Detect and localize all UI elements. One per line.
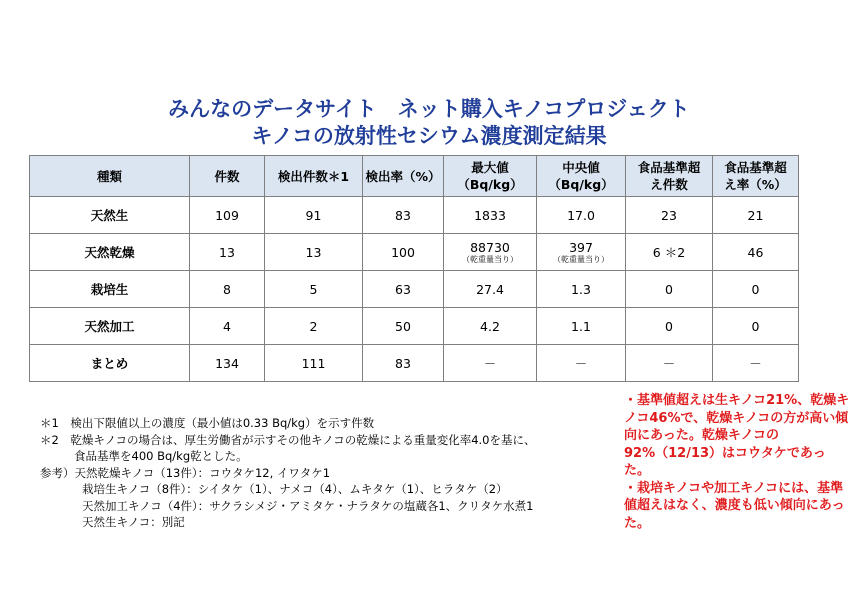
- header-over-rate: 食品基準超 え率（%）: [713, 156, 799, 197]
- reference-2: 栽培生キノコ（8件）：シイタケ（1）、ナメコ（4）、ムキタケ（1）、ヒラタケ（2）: [82, 482, 508, 496]
- reference-3: 天然加工キノコ（4件）：サクラシメジ・アミタケ・ナラタケの塩蔵各1、クリタケ水煮1: [82, 498, 534, 513]
- cell-max: 1833: [444, 197, 537, 234]
- header-count: 件数: [190, 156, 265, 197]
- reference-1: 参考）天然乾燥キノコ（13件）：コウタケ12, イワタケ1: [40, 465, 331, 480]
- cell-over-count: －: [626, 345, 713, 382]
- header-rate: 検出率（%）: [363, 156, 444, 197]
- cell-detected: 13: [265, 234, 363, 271]
- footnote-2: ＊2 乾燥キノコの場合は、厚生労働省が示すその他キノコの乾燥による重量変化率4.0を基に、: [40, 432, 536, 447]
- table-row: [30, 308, 799, 345]
- cell-over-rate: 0: [713, 308, 799, 345]
- cell-type: 栽培生: [30, 271, 190, 308]
- cell-detected: 91: [265, 197, 363, 234]
- cell-rate: 63: [363, 271, 444, 308]
- cell-type: 天然生: [30, 197, 190, 234]
- red-comments: [624, 392, 850, 532]
- median-note: （乾重量当り）: [553, 254, 609, 264]
- cell-count: 8: [190, 271, 265, 308]
- cell-median: 1.1: [537, 308, 626, 345]
- header-type: 種類: [30, 156, 190, 197]
- cell-over-rate: 0: [713, 271, 799, 308]
- footnotes: [40, 415, 536, 531]
- cell-median: 397 （乾重量当り）: [537, 234, 626, 271]
- cell-rate: 50: [363, 308, 444, 345]
- cell-median: 1.3: [537, 271, 626, 308]
- header-median: 中央値 （Bq/kg）: [537, 156, 626, 197]
- cell-type: 天然加工: [30, 308, 190, 345]
- cell-detected: 2: [265, 308, 363, 345]
- max-note: （乾重量当り）: [462, 254, 518, 264]
- cell-count: 4: [190, 308, 265, 345]
- header-detected: 検出件数＊1: [265, 156, 363, 197]
- cell-over-rate: 46: [713, 234, 799, 271]
- cell-over-count: 23: [626, 197, 713, 234]
- cell-max: 27.4: [444, 271, 537, 308]
- cell-over-rate: －: [713, 345, 799, 382]
- cell-over-count: 0: [626, 308, 713, 345]
- header-max: 最大値 （Bq/kg）: [444, 156, 537, 197]
- cell-median: 17.0: [537, 197, 626, 234]
- cell-rate: 100: [363, 234, 444, 271]
- cell-detected: 111: [265, 345, 363, 382]
- cell-type: 天然乾燥: [30, 234, 190, 271]
- cell-rate: 83: [363, 197, 444, 234]
- reference-4: 天然生キノコ：別記: [82, 515, 185, 529]
- cell-type: まとめ: [30, 345, 190, 382]
- cell-over-rate: 21: [713, 197, 799, 234]
- table-row: [30, 271, 799, 308]
- header-row: [30, 156, 799, 197]
- title-line-2: キノコの放射性セシウム濃度測定結果: [251, 124, 607, 148]
- footnote-2-cont: 食品基準を400 Bq/kg乾とした。: [74, 449, 248, 463]
- results-table: [29, 155, 799, 382]
- comment-1: ・基準値超えは生キノコ21%、乾燥キノコ46%で、乾燥キノコの方が高い傾向にあった。乾燥キノコの92%（12/13）はコウタケであった。: [624, 393, 850, 478]
- table-row: [30, 197, 799, 234]
- cell-count: 13: [190, 234, 265, 271]
- cell-count: 109: [190, 197, 265, 234]
- cell-over-count: 0: [626, 271, 713, 308]
- header-over-count: 食品基準超 え件数: [626, 156, 713, 197]
- comment-2: ・栽培キノコや加工キノコには、基準値超えはなく、濃度も低い傾向にあった。: [624, 480, 845, 531]
- cell-max: 88730 （乾重量当り）: [444, 234, 537, 271]
- cell-rate: 83: [363, 345, 444, 382]
- cell-count: 134: [190, 345, 265, 382]
- cell-max: －: [444, 345, 537, 382]
- cell-detected: 5: [265, 271, 363, 308]
- table-row: [30, 345, 799, 382]
- cell-max: 4.2: [444, 308, 537, 345]
- cell-median: －: [537, 345, 626, 382]
- title-line-1: みんなのデータサイト ネット購入キノコプロジェクト: [168, 97, 690, 121]
- cell-over-count: 6 ＊2: [626, 234, 713, 271]
- footnote-1: ＊1 検出下限値以上の濃度（最小値は0.33 Bq/kg）を示す件数: [40, 416, 375, 430]
- table-row: [30, 234, 799, 271]
